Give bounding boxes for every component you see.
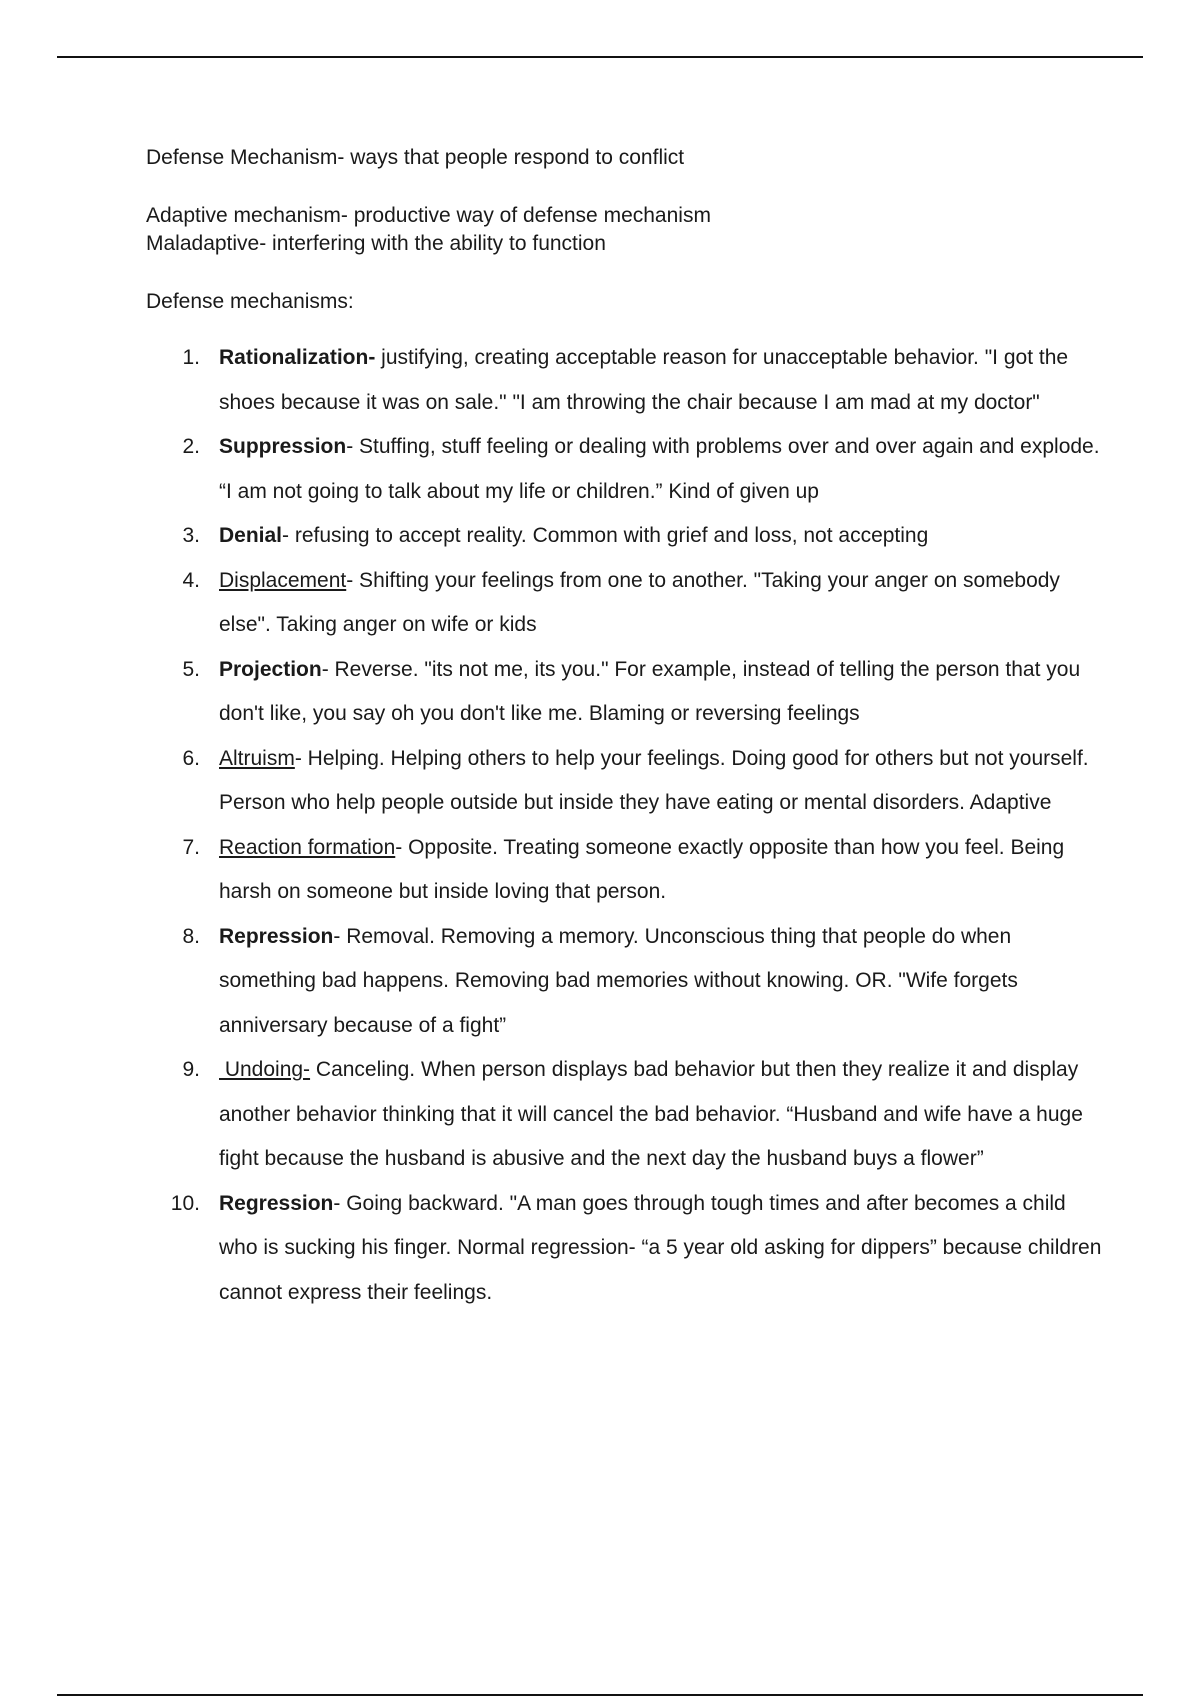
item-text: - Stuffing, stuff feeling or dealing with problems over and over again and explode. “I am not going to talk about my life or children.” Kind of given up: [219, 435, 1100, 503]
item-text: - refusing to accept reality. Common with grief and loss, not accepting: [282, 524, 929, 547]
adaptive-line: Adaptive mechanism- productive way of defense mechanism: [146, 204, 711, 227]
item-text: - Helping. Helping others to help your feelings. Doing good for others but not yourself. Person who help people outside but inside they have eating or mental disorders. Adaptive: [219, 746, 1089, 814]
mechanism-list: [146, 336, 1106, 1315]
item-term: Repression: [219, 924, 334, 948]
item-term: Denial: [219, 524, 283, 547]
item-number: 7.: [182, 835, 200, 859]
header-rule: [57, 56, 1143, 58]
item-term: Rationalization-: [219, 346, 376, 369]
item-number: 4.: [182, 568, 200, 592]
item-text: Canceling. When person displays bad behavior but then they realize it and display another behavior thinking that it will cancel the bad behavior. “Husband and wife have a huge fight because the husband is abusive and the next day the husband buys a flower”: [219, 1058, 1083, 1170]
item-term: Reaction formation: [219, 835, 396, 859]
item-number: 3.: [182, 524, 200, 547]
item-number: 1.: [182, 346, 200, 369]
list-item: [146, 915, 1106, 1049]
item-text: - Going backward. "A man goes through tough times and after becomes a child who is sucking his finger. Normal regression- “a 5 year old asking for dippers” because children cannot express their feelings.: [219, 1191, 1102, 1304]
list-item: [146, 826, 1106, 915]
item-term: Displacement: [219, 568, 347, 592]
item-number: 8.: [182, 924, 200, 948]
list-item: [146, 1182, 1106, 1316]
list-item: [146, 559, 1106, 648]
item-term: Projection: [219, 657, 322, 681]
item-text: - Reverse. "its not me, its you." For example, instead of telling the person that you don't like, you say oh you don't like me. Blaming or reversing feelings: [219, 657, 1081, 725]
item-text: - Removal. Removing a memory. Unconscious thing that people do when something bad happens. Removing bad memories without knowing. OR. "Wife forgets anniversary because of a fight”: [219, 924, 1018, 1037]
item-number: 10.: [170, 1191, 200, 1215]
item-term: Regression: [219, 1191, 334, 1215]
list-item: [146, 1048, 1106, 1182]
item-term: Suppression: [219, 435, 347, 458]
list-item: [146, 425, 1106, 514]
item-text: justifying, creating acceptable reason for unacceptable behavior. "I got the shoes because it was on sale." "I am throwing the chair because I am mad at my doctor": [219, 346, 1069, 414]
item-text: - Opposite. Treating someone exactly opposite than how you feel. Being harsh on someone but inside loving that person.: [219, 835, 1065, 903]
list-item: [146, 336, 1106, 425]
maladaptive-line: Maladaptive- interfering with the ability to function: [146, 232, 606, 255]
document-body: [146, 144, 1106, 1315]
item-number: 9.: [182, 1058, 200, 1081]
list-item: [146, 737, 1106, 826]
definition-line: Defense Mechanism- ways that people respond to conflict: [146, 146, 685, 169]
list-heading: Defense mechanisms:: [146, 290, 354, 313]
item-number: 5.: [182, 657, 200, 681]
item-number: 2.: [182, 435, 200, 458]
item-term: Altruism: [219, 746, 295, 770]
item-number: 6.: [182, 746, 200, 770]
footer-rule: [57, 1694, 1143, 1696]
item-term: Undoing-: [219, 1058, 311, 1081]
list-item: [146, 514, 1106, 559]
item-text: - Shifting your feelings from one to another. "Taking your anger on somebody else". Taking anger on wife or kids: [219, 568, 1060, 636]
list-item: [146, 648, 1106, 737]
